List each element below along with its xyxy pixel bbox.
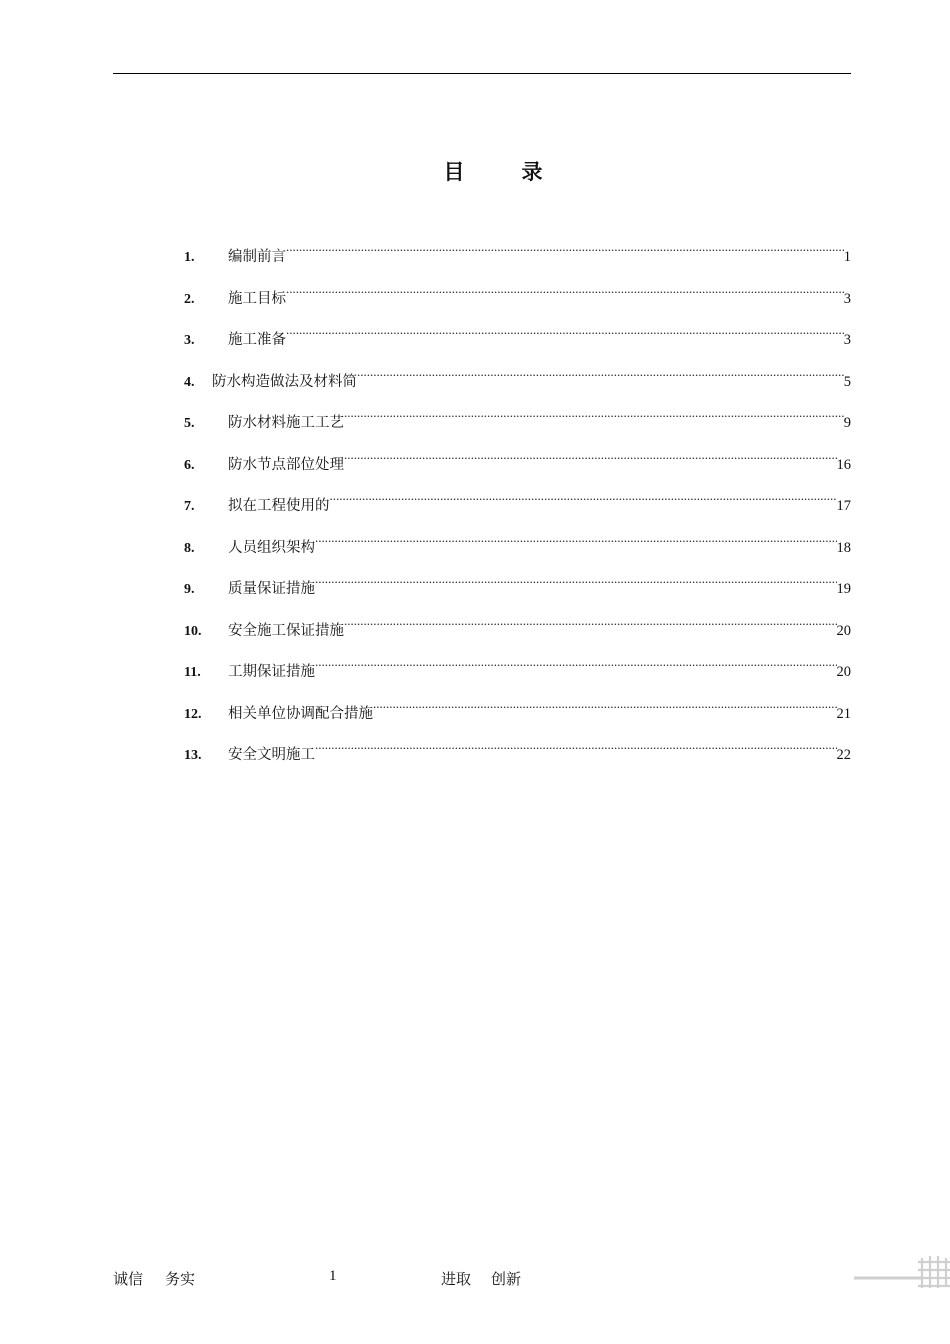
toc-entry-number: 11. xyxy=(184,665,201,680)
toc-entry-title: 质量保证措施 xyxy=(228,581,315,597)
toc-entry-title: 相关单位协调配合措施 xyxy=(228,705,373,722)
toc-entry-page: 18 xyxy=(836,539,851,556)
toc-entry-number: 12. xyxy=(184,706,202,722)
toc-entry[interactable] xyxy=(184,531,851,573)
toc-entry-page: 16 xyxy=(836,456,851,473)
toc-entry-number: 2. xyxy=(184,291,195,307)
toc-entry-page: 3 xyxy=(843,332,851,348)
toc-entry-number: 8. xyxy=(184,540,195,556)
toc-entry[interactable] xyxy=(184,282,851,324)
toc-entry[interactable] xyxy=(184,240,851,282)
toc-entry[interactable] xyxy=(184,655,851,697)
toc-entry-number: 6. xyxy=(184,457,195,473)
toc-entry-page: 3 xyxy=(843,290,851,307)
footer-motto-word: 进取 xyxy=(441,1272,472,1288)
toc-title: 目 录 xyxy=(443,160,561,184)
toc-entry-title: 施工准备 xyxy=(228,332,286,348)
toc-entry-page: 1 xyxy=(843,249,851,265)
toc-entry[interactable] xyxy=(184,614,851,656)
toc-entry-title: 编制前言 xyxy=(228,249,286,265)
footer-right-motto xyxy=(441,1268,521,1289)
toc-dot-leader xyxy=(344,413,844,427)
toc-entry[interactable] xyxy=(184,738,851,780)
toc-entry[interactable] xyxy=(184,697,851,739)
toc-dot-leader xyxy=(373,704,837,718)
toc-entry[interactable] xyxy=(184,489,851,531)
toc-dot-leader xyxy=(286,330,844,344)
toc-entry[interactable] xyxy=(184,572,851,614)
header-rule xyxy=(113,73,851,74)
footer-page-number: 1 xyxy=(329,1268,337,1284)
toc-entry-title: 防水构造做法及材料简 xyxy=(212,373,357,390)
toc-entry-number: 5. xyxy=(184,416,195,431)
toc-entry-title: 人员组织架构 xyxy=(228,539,315,556)
toc-dot-leader xyxy=(344,455,837,469)
toc-dot-leader xyxy=(330,496,837,510)
toc-entry-number: 3. xyxy=(184,333,195,348)
toc-dot-leader xyxy=(344,621,837,635)
toc-entry[interactable] xyxy=(184,406,851,448)
toc-list xyxy=(184,240,851,780)
toc-entry[interactable] xyxy=(184,365,851,407)
toc-dot-leader xyxy=(315,538,837,552)
toc-entry-page: 5 xyxy=(843,373,851,390)
toc-entry[interactable] xyxy=(184,323,851,365)
toc-entry-page: 20 xyxy=(836,622,851,639)
toc-dot-leader xyxy=(315,579,837,593)
toc-entry-number: 9. xyxy=(184,582,195,597)
toc-entry-page: 20 xyxy=(836,664,851,680)
toc-dot-leader xyxy=(357,372,844,386)
toc-entry-page: 17 xyxy=(836,498,851,514)
toc-entry-title: 工期保证措施 xyxy=(228,664,315,680)
toc-entry-number: 10. xyxy=(184,623,202,639)
toc-dot-leader xyxy=(315,745,837,759)
footer-motto-word: 诚信 xyxy=(113,1272,144,1288)
toc-entry-page: 22 xyxy=(836,747,851,763)
toc-entry-title: 安全施工保证措施 xyxy=(228,622,344,639)
toc-dot-leader xyxy=(315,662,837,676)
toc-entry-title: 防水材料施工工艺 xyxy=(228,415,344,431)
toc-entry-number: 7. xyxy=(184,499,195,514)
footer-motto-word: 创新 xyxy=(491,1272,522,1288)
toc-entry[interactable] xyxy=(184,448,851,490)
toc-entry-page: 21 xyxy=(836,705,851,722)
footer-left-motto xyxy=(113,1268,195,1289)
toc-entry-title: 防水节点部位处理 xyxy=(228,456,344,473)
toc-dot-leader xyxy=(286,289,844,303)
toc-entry-page: 9 xyxy=(843,415,851,431)
toc-entry-page: 19 xyxy=(836,581,851,597)
toc-entry-title: 安全文明施工 xyxy=(228,747,315,763)
toc-entry-title: 施工目标 xyxy=(228,290,286,307)
footer-motto-word: 务实 xyxy=(165,1272,196,1288)
toc-entry-number: 13. xyxy=(184,748,202,763)
corner-logo-mark xyxy=(852,1252,950,1292)
toc-dot-leader xyxy=(286,247,844,261)
toc-entry-number: 4. xyxy=(184,374,195,390)
toc-entry-number: 1. xyxy=(184,250,195,265)
toc-entry-title: 拟在工程使用的 xyxy=(228,498,330,514)
